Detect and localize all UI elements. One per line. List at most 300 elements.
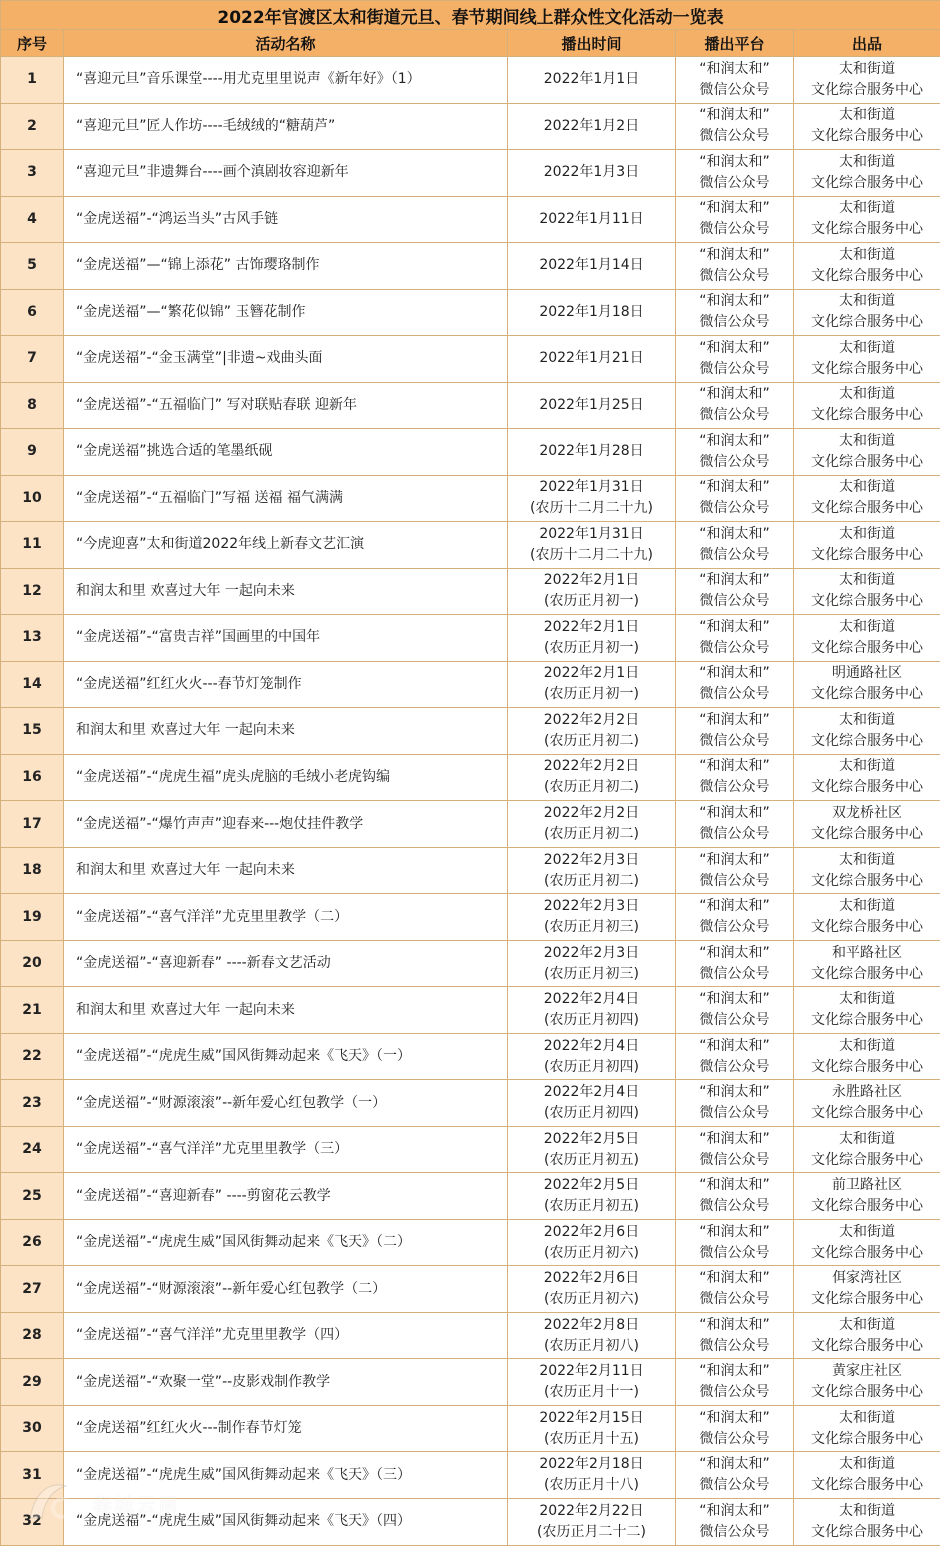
row-number-cell[interactable]: 11 xyxy=(1,522,64,569)
broadcast-date: 2022年2月1日 xyxy=(508,663,675,684)
platform-cell[interactable] xyxy=(676,1266,794,1313)
activity-name-cell[interactable]: “喜迎元旦”非遗舞台----画个滇剧妆容迎新年 xyxy=(64,150,508,197)
producer-center: 文化综合服务中心 xyxy=(794,777,940,798)
producer-center: 文化综合服务中心 xyxy=(794,1243,940,1264)
platform-type: 微信公众号 xyxy=(676,731,793,752)
platform-cell[interactable] xyxy=(676,940,794,987)
broadcast-time-cell[interactable] xyxy=(508,754,676,801)
row-number-cell[interactable]: 2 xyxy=(1,103,64,150)
broadcast-date: 2022年1月28日 xyxy=(508,441,675,462)
activity-name-cell[interactable]: 和润太和里 欢喜过大年 一起向未来 xyxy=(64,568,508,615)
platform-type: 微信公众号 xyxy=(676,1429,793,1450)
table-row xyxy=(1,336,940,383)
producer-center: 文化综合服务中心 xyxy=(794,1475,940,1496)
producer-center: 文化综合服务中心 xyxy=(794,1150,940,1171)
broadcast-date: 2022年1月31日 xyxy=(508,477,675,498)
producer-org: 太和街道 xyxy=(794,524,940,545)
row-number-cell[interactable]: 20 xyxy=(1,940,64,987)
row-number-cell[interactable]: 28 xyxy=(1,1312,64,1359)
activity-name-cell[interactable]: “喜迎元旦”音乐课堂----用尤克里里说声《新年好》（1） xyxy=(64,57,508,104)
producer-center: 文化综合服务中心 xyxy=(794,1382,940,1403)
activity-name-cell[interactable]: “今虎迎喜”太和街道2022年线上新春文艺汇演 xyxy=(64,522,508,569)
producer-org: 明通路社区 xyxy=(794,663,940,684)
platform-cell[interactable] xyxy=(676,1452,794,1499)
lunar-date: (农历正月初四) xyxy=(508,1010,675,1031)
broadcast-time-cell[interactable] xyxy=(508,336,676,383)
producer-org: 太和街道 xyxy=(794,1036,940,1057)
platform-type: 微信公众号 xyxy=(676,1243,793,1264)
broadcast-time-cell[interactable] xyxy=(508,196,676,243)
table-row xyxy=(1,57,940,104)
producer-cell[interactable] xyxy=(794,754,940,801)
row-number-cell[interactable]: 14 xyxy=(1,661,64,708)
broadcast-time-cell[interactable] xyxy=(508,940,676,987)
broadcast-date: 2022年2月4日 xyxy=(508,1036,675,1057)
header-time[interactable]: 播出时间 xyxy=(508,30,676,57)
platform-type: 微信公众号 xyxy=(676,80,793,101)
activity-name-cell[interactable]: “金虎送福”红红火火---春节灯笼制作 xyxy=(64,661,508,708)
producer-cell[interactable] xyxy=(794,336,940,383)
activity-name-cell[interactable]: “金虎送福”-“五福临门” 写对联贴春联 迎新年 xyxy=(64,382,508,429)
producer-center: 文化综合服务中心 xyxy=(794,1522,940,1543)
producer-cell[interactable] xyxy=(794,429,940,476)
broadcast-time-cell[interactable] xyxy=(508,1498,676,1545)
header-name[interactable]: 活动名称 xyxy=(64,30,508,57)
activity-name-cell[interactable]: “金虎送福”-“虎虎生威”国风街舞动起来《飞天》（二） xyxy=(64,1219,508,1266)
producer-org: 太和街道 xyxy=(794,384,940,405)
producer-org: 太和街道 xyxy=(794,477,940,498)
platform-cell[interactable] xyxy=(676,1219,794,1266)
producer-cell[interactable] xyxy=(794,1405,940,1452)
row-number-cell[interactable]: 30 xyxy=(1,1405,64,1452)
broadcast-date: 2022年2月1日 xyxy=(508,617,675,638)
producer-cell[interactable] xyxy=(794,847,940,894)
broadcast-date: 2022年1月25日 xyxy=(508,395,675,416)
broadcast-time-cell[interactable] xyxy=(508,1312,676,1359)
row-number-cell[interactable]: 5 xyxy=(1,243,64,290)
producer-cell[interactable] xyxy=(794,1452,940,1499)
broadcast-time-cell[interactable] xyxy=(508,708,676,755)
platform-cell[interactable] xyxy=(676,1498,794,1545)
activity-name-cell[interactable]: “金虎送福”—“繁花似锦” 玉簪花制作 xyxy=(64,289,508,336)
row-number-cell[interactable]: 17 xyxy=(1,801,64,848)
activity-name-cell[interactable]: “金虎送福”-“财源滚滚”--新年爱心红包教学（一） xyxy=(64,1080,508,1127)
lunar-date: (农历正月初五) xyxy=(508,1150,675,1171)
producer-org: 太和街道 xyxy=(794,896,940,917)
producer-cell[interactable] xyxy=(794,243,940,290)
producer-cell[interactable] xyxy=(794,1498,940,1545)
platform-type: 微信公众号 xyxy=(676,1522,793,1543)
producer-center: 文化综合服务中心 xyxy=(794,917,940,938)
row-number-cell[interactable]: 26 xyxy=(1,1219,64,1266)
broadcast-time-cell[interactable] xyxy=(508,1452,676,1499)
row-number-cell[interactable]: 3 xyxy=(1,150,64,197)
producer-org: 和平路社区 xyxy=(794,943,940,964)
platform-type: 微信公众号 xyxy=(676,684,793,705)
platform-cell[interactable] xyxy=(676,336,794,383)
broadcast-time-cell[interactable] xyxy=(508,615,676,662)
broadcast-time-cell[interactable] xyxy=(508,522,676,569)
platform-type: 微信公众号 xyxy=(676,1475,793,1496)
row-number-cell[interactable]: 23 xyxy=(1,1080,64,1127)
row-number-cell[interactable]: 8 xyxy=(1,382,64,429)
platform-type: 微信公众号 xyxy=(676,638,793,659)
table-row xyxy=(1,196,940,243)
platform-cell[interactable] xyxy=(676,289,794,336)
producer-center: 文化综合服务中心 xyxy=(794,1057,940,1078)
producer-cell[interactable] xyxy=(794,289,940,336)
activity-name-cell[interactable]: “金虎送福”-“喜气洋洋”尤克里里教学（三） xyxy=(64,1126,508,1173)
activity-name-cell[interactable]: “金虎送福”-“虎虎生威”国风街舞动起来《飞天》（一） xyxy=(64,1033,508,1080)
platform-account: “和润太和” xyxy=(676,896,793,917)
activity-name-cell[interactable]: 和润太和里 欢喜过大年 一起向未来 xyxy=(64,987,508,1034)
platform-type: 微信公众号 xyxy=(676,1336,793,1357)
producer-org: 太和街道 xyxy=(794,152,940,173)
activity-name-cell[interactable]: “金虎送福”-“喜迎新春” ----新春文艺活动 xyxy=(64,940,508,987)
platform-cell[interactable] xyxy=(676,1359,794,1406)
producer-center: 文化综合服务中心 xyxy=(794,126,940,147)
broadcast-time-cell[interactable] xyxy=(508,1033,676,1080)
platform-type: 微信公众号 xyxy=(676,312,793,333)
broadcast-time-cell[interactable] xyxy=(508,661,676,708)
row-number-cell[interactable]: 7 xyxy=(1,336,64,383)
row-number-cell[interactable]: 29 xyxy=(1,1359,64,1406)
producer-org: 太和街道 xyxy=(794,1315,940,1336)
lunar-date: (农历正月初一) xyxy=(508,591,675,612)
producer-cell[interactable] xyxy=(794,522,940,569)
platform-type: 微信公众号 xyxy=(676,1057,793,1078)
producer-center: 文化综合服务中心 xyxy=(794,731,940,752)
broadcast-date: 2022年1月11日 xyxy=(508,209,675,230)
producer-cell[interactable] xyxy=(794,661,940,708)
platform-cell[interactable] xyxy=(676,801,794,848)
platform-account: “和润太和” xyxy=(676,291,793,312)
table-row xyxy=(1,708,940,755)
platform-account: “和润太和” xyxy=(676,1361,793,1382)
platform-type: 微信公众号 xyxy=(676,452,793,473)
activity-name-cell[interactable]: “金虎送福”-“虎虎生威”国风街舞动起来《飞天》（四） xyxy=(64,1498,508,1545)
platform-account: “和润太和” xyxy=(676,1408,793,1429)
broadcast-date: 2022年2月22日 xyxy=(508,1501,675,1522)
producer-cell[interactable] xyxy=(794,708,940,755)
broadcast-time-cell[interactable] xyxy=(508,475,676,522)
row-number-cell[interactable]: 21 xyxy=(1,987,64,1034)
platform-cell[interactable] xyxy=(676,196,794,243)
producer-center: 文化综合服务中心 xyxy=(794,452,940,473)
producer-center: 文化综合服务中心 xyxy=(794,1010,940,1031)
activity-name-cell[interactable]: “金虎送福”红红火火---制作春节灯笼 xyxy=(64,1405,508,1452)
platform-cell[interactable] xyxy=(676,429,794,476)
producer-org: 前卫路社区 xyxy=(794,1175,940,1196)
table-row xyxy=(1,1173,940,1220)
producer-cell[interactable] xyxy=(794,1266,940,1313)
producer-cell[interactable] xyxy=(794,103,940,150)
activity-name-cell[interactable]: “金虎送福”-“虎虎生福”虎头虎脑的毛绒小老虎钩编 xyxy=(64,754,508,801)
table-row xyxy=(1,1452,940,1499)
broadcast-date: 2022年2月1日 xyxy=(508,570,675,591)
producer-cell[interactable] xyxy=(794,1219,940,1266)
row-number-cell[interactable]: 13 xyxy=(1,615,64,662)
platform-cell[interactable] xyxy=(676,150,794,197)
producer-cell[interactable] xyxy=(794,568,940,615)
table-row xyxy=(1,615,940,662)
platform-cell[interactable] xyxy=(676,522,794,569)
platform-type: 微信公众号 xyxy=(676,1382,793,1403)
row-number-cell[interactable]: 4 xyxy=(1,196,64,243)
producer-cell[interactable] xyxy=(794,1126,940,1173)
broadcast-time-cell[interactable] xyxy=(508,1173,676,1220)
producer-org: 双龙桥社区 xyxy=(794,803,940,824)
broadcast-time-cell[interactable] xyxy=(508,103,676,150)
platform-type: 微信公众号 xyxy=(676,545,793,566)
platform-account: “和润太和” xyxy=(676,477,793,498)
header-no[interactable]: 序号 xyxy=(1,30,64,57)
producer-cell[interactable] xyxy=(794,1033,940,1080)
producer-cell[interactable] xyxy=(794,1312,940,1359)
activity-name-cell[interactable]: “金虎送福”-“喜迎新春” ----剪窗花云教学 xyxy=(64,1173,508,1220)
row-number-cell[interactable]: 25 xyxy=(1,1173,64,1220)
producer-cell[interactable] xyxy=(794,1359,940,1406)
lunar-date: (农历正月初二) xyxy=(508,731,675,752)
table-row xyxy=(1,661,940,708)
activity-name-cell[interactable]: “金虎送福”-“欢聚一堂”--皮影戏制作教学 xyxy=(64,1359,508,1406)
producer-org: 太和街道 xyxy=(794,710,940,731)
table-row xyxy=(1,429,940,476)
row-number-cell[interactable]: 22 xyxy=(1,1033,64,1080)
producer-center: 文化综合服务中心 xyxy=(794,1429,940,1450)
producer-center: 文化综合服务中心 xyxy=(794,684,940,705)
activity-name-cell[interactable]: “金虎送福”-“虎虎生威”国风街舞动起来《飞天》（三） xyxy=(64,1452,508,1499)
activity-name-cell[interactable]: “金虎送福”-“爆竹声声”迎春来---炮仗挂件教学 xyxy=(64,801,508,848)
row-number-cell[interactable]: 16 xyxy=(1,754,64,801)
producer-center: 文化综合服务中心 xyxy=(794,1196,940,1217)
platform-account: “和润太和” xyxy=(676,570,793,591)
platform-type: 微信公众号 xyxy=(676,173,793,194)
activity-name-cell[interactable]: “金虎送福”挑选合适的笔墨纸砚 xyxy=(64,429,508,476)
table-row xyxy=(1,940,940,987)
platform-cell[interactable] xyxy=(676,987,794,1034)
table-row xyxy=(1,847,940,894)
platform-cell[interactable] xyxy=(676,661,794,708)
platform-account: “和润太和” xyxy=(676,1175,793,1196)
producer-center: 文化综合服务中心 xyxy=(794,1289,940,1310)
activity-name-cell[interactable]: 和润太和里 欢喜过大年 一起向未来 xyxy=(64,847,508,894)
row-number-cell[interactable]: 12 xyxy=(1,568,64,615)
table-row xyxy=(1,1219,940,1266)
platform-cell[interactable] xyxy=(676,568,794,615)
platform-cell[interactable] xyxy=(676,1173,794,1220)
row-number-cell[interactable]: 27 xyxy=(1,1266,64,1313)
platform-cell[interactable] xyxy=(676,382,794,429)
broadcast-time-cell[interactable] xyxy=(508,987,676,1034)
platform-cell[interactable] xyxy=(676,1033,794,1080)
row-number-cell[interactable]: 9 xyxy=(1,429,64,476)
broadcast-time-cell[interactable] xyxy=(508,243,676,290)
broadcast-time-cell[interactable] xyxy=(508,1266,676,1313)
producer-cell[interactable] xyxy=(794,196,940,243)
table-row xyxy=(1,894,940,941)
header-producer[interactable]: 出品 xyxy=(794,30,940,57)
broadcast-date: 2022年2月5日 xyxy=(508,1175,675,1196)
activity-name-cell[interactable]: “金虎送福”-“富贵吉祥”国画里的中国年 xyxy=(64,615,508,662)
producer-org: 太和街道 xyxy=(794,756,940,777)
lunar-date: (农历正月十五) xyxy=(508,1429,675,1450)
table-row xyxy=(1,475,940,522)
producer-center: 文化综合服务中心 xyxy=(794,1103,940,1124)
producer-center: 文化综合服务中心 xyxy=(794,359,940,380)
producer-org: 太和街道 xyxy=(794,1408,940,1429)
broadcast-time-cell[interactable] xyxy=(508,1219,676,1266)
broadcast-date: 2022年2月4日 xyxy=(508,989,675,1010)
table-row xyxy=(1,1312,940,1359)
platform-account: “和润太和” xyxy=(676,105,793,126)
broadcast-time-cell[interactable] xyxy=(508,894,676,941)
platform-account: “和润太和” xyxy=(676,1454,793,1475)
table-row xyxy=(1,382,940,429)
producer-cell[interactable] xyxy=(794,150,940,197)
broadcast-time-cell[interactable] xyxy=(508,382,676,429)
producer-center: 文化综合服务中心 xyxy=(794,964,940,985)
platform-account: “和润太和” xyxy=(676,245,793,266)
platform-cell[interactable] xyxy=(676,1405,794,1452)
lunar-date: (农历正月初二) xyxy=(508,824,675,845)
activity-name-cell[interactable]: “金虎送福”-“喜气洋洋”尤克里里教学（四） xyxy=(64,1312,508,1359)
producer-cell[interactable] xyxy=(794,57,940,104)
table-row xyxy=(1,243,940,290)
platform-type: 微信公众号 xyxy=(676,917,793,938)
platform-type: 微信公众号 xyxy=(676,126,793,147)
platform-cell[interactable] xyxy=(676,894,794,941)
platform-cell[interactable] xyxy=(676,615,794,662)
producer-org: 太和街道 xyxy=(794,338,940,359)
platform-cell[interactable] xyxy=(676,754,794,801)
broadcast-time-cell[interactable] xyxy=(508,150,676,197)
row-number-cell[interactable]: 32 xyxy=(1,1498,64,1545)
broadcast-time-cell[interactable] xyxy=(508,289,676,336)
row-number-cell[interactable]: 6 xyxy=(1,289,64,336)
platform-cell[interactable] xyxy=(676,1126,794,1173)
row-number-cell[interactable]: 19 xyxy=(1,894,64,941)
producer-org: 太和街道 xyxy=(794,431,940,452)
platform-type: 微信公众号 xyxy=(676,405,793,426)
platform-account: “和润太和” xyxy=(676,431,793,452)
producer-org: 太和街道 xyxy=(794,850,940,871)
producer-center: 文化综合服务中心 xyxy=(794,498,940,519)
producer-center: 文化综合服务中心 xyxy=(794,405,940,426)
platform-cell[interactable] xyxy=(676,1312,794,1359)
table-row xyxy=(1,1126,940,1173)
lunar-date: (农历正月初三) xyxy=(508,917,675,938)
platform-type: 微信公众号 xyxy=(676,1103,793,1124)
activity-name-cell[interactable]: “金虎送福”-“鸿运当头”古风手链 xyxy=(64,196,508,243)
activity-name-cell[interactable]: “金虎送福”-“喜气洋洋”尤克里里教学（二） xyxy=(64,894,508,941)
platform-cell[interactable] xyxy=(676,708,794,755)
row-number-cell[interactable]: 15 xyxy=(1,708,64,755)
broadcast-date: 2022年2月2日 xyxy=(508,803,675,824)
producer-org: 太和街道 xyxy=(794,291,940,312)
broadcast-time-cell[interactable] xyxy=(508,1405,676,1452)
producer-cell[interactable] xyxy=(794,940,940,987)
platform-account: “和润太和” xyxy=(676,338,793,359)
platform-account: “和润太和” xyxy=(676,803,793,824)
activity-name-cell[interactable]: “喜迎元旦”匠人作坊----毛绒绒的“糖葫芦” xyxy=(64,103,508,150)
broadcast-time-cell[interactable] xyxy=(508,57,676,104)
producer-cell[interactable] xyxy=(794,801,940,848)
row-number-cell[interactable]: 1 xyxy=(1,57,64,104)
table-row xyxy=(1,1033,940,1080)
broadcast-time-cell[interactable] xyxy=(508,1359,676,1406)
producer-org: 太和街道 xyxy=(794,1501,940,1522)
platform-cell[interactable] xyxy=(676,243,794,290)
broadcast-date: 2022年1月21日 xyxy=(508,348,675,369)
producer-center: 文化综合服务中心 xyxy=(794,545,940,566)
platform-cell[interactable] xyxy=(676,1080,794,1127)
platform-account: “和润太和” xyxy=(676,989,793,1010)
producer-org: 太和街道 xyxy=(794,1222,940,1243)
producer-cell[interactable] xyxy=(794,987,940,1034)
broadcast-date: 2022年1月2日 xyxy=(508,116,675,137)
producer-cell[interactable] xyxy=(794,1080,940,1127)
producer-cell[interactable] xyxy=(794,894,940,941)
row-number-cell[interactable]: 18 xyxy=(1,847,64,894)
broadcast-time-cell[interactable] xyxy=(508,429,676,476)
row-number-cell[interactable]: 31 xyxy=(1,1452,64,1499)
table-row xyxy=(1,1405,940,1452)
activity-name-cell[interactable]: 和润太和里 欢喜过大年 一起向未来 xyxy=(64,708,508,755)
platform-cell[interactable] xyxy=(676,103,794,150)
row-number-cell[interactable]: 10 xyxy=(1,475,64,522)
producer-org: 太和街道 xyxy=(794,617,940,638)
row-number-cell[interactable]: 24 xyxy=(1,1126,64,1173)
broadcast-time-cell[interactable] xyxy=(508,1126,676,1173)
table-row xyxy=(1,522,940,569)
header-platform[interactable]: 播出平台 xyxy=(676,30,794,57)
producer-cell[interactable] xyxy=(794,475,940,522)
lunar-date: (农历正月初八) xyxy=(508,1336,675,1357)
producer-org: 太和街道 xyxy=(794,105,940,126)
broadcast-date: 2022年2月3日 xyxy=(508,943,675,964)
platform-cell[interactable] xyxy=(676,475,794,522)
broadcast-time-cell[interactable] xyxy=(508,568,676,615)
platform-cell[interactable] xyxy=(676,57,794,104)
platform-account: “和润太和” xyxy=(676,710,793,731)
lunar-date: (农历正月初六) xyxy=(508,1243,675,1264)
broadcast-date: 2022年1月3日 xyxy=(508,162,675,183)
broadcast-time-cell[interactable] xyxy=(508,1080,676,1127)
producer-cell[interactable] xyxy=(794,615,940,662)
producer-org: 太和街道 xyxy=(794,570,940,591)
producer-org: 太和街道 xyxy=(794,1129,940,1150)
producer-center: 文化综合服务中心 xyxy=(794,638,940,659)
broadcast-time-cell[interactable] xyxy=(508,847,676,894)
platform-cell[interactable] xyxy=(676,847,794,894)
activity-name-cell[interactable]: “金虎送福”-“财源滚滚”--新年爱心红包教学（二） xyxy=(64,1266,508,1313)
table-row xyxy=(1,1498,940,1545)
activity-name-cell[interactable]: “金虎送福”-“金玉满堂”|非遗~戏曲头面 xyxy=(64,336,508,383)
platform-type: 微信公众号 xyxy=(676,871,793,892)
producer-cell[interactable] xyxy=(794,382,940,429)
table-row xyxy=(1,987,940,1034)
platform-account: “和润太和” xyxy=(676,1036,793,1057)
header-row xyxy=(1,30,940,57)
broadcast-date: 2022年2月11日 xyxy=(508,1361,675,1382)
producer-cell[interactable] xyxy=(794,1173,940,1220)
producer-center: 文化综合服务中心 xyxy=(794,824,940,845)
activity-name-cell[interactable]: “金虎送福”—“锦上添花” 古饰璎珞制作 xyxy=(64,243,508,290)
broadcast-time-cell[interactable] xyxy=(508,801,676,848)
activity-name-cell[interactable]: “金虎送福”-“五福临门”写福 送福 福气满满 xyxy=(64,475,508,522)
lunar-date: (农历正月初四) xyxy=(508,1103,675,1124)
